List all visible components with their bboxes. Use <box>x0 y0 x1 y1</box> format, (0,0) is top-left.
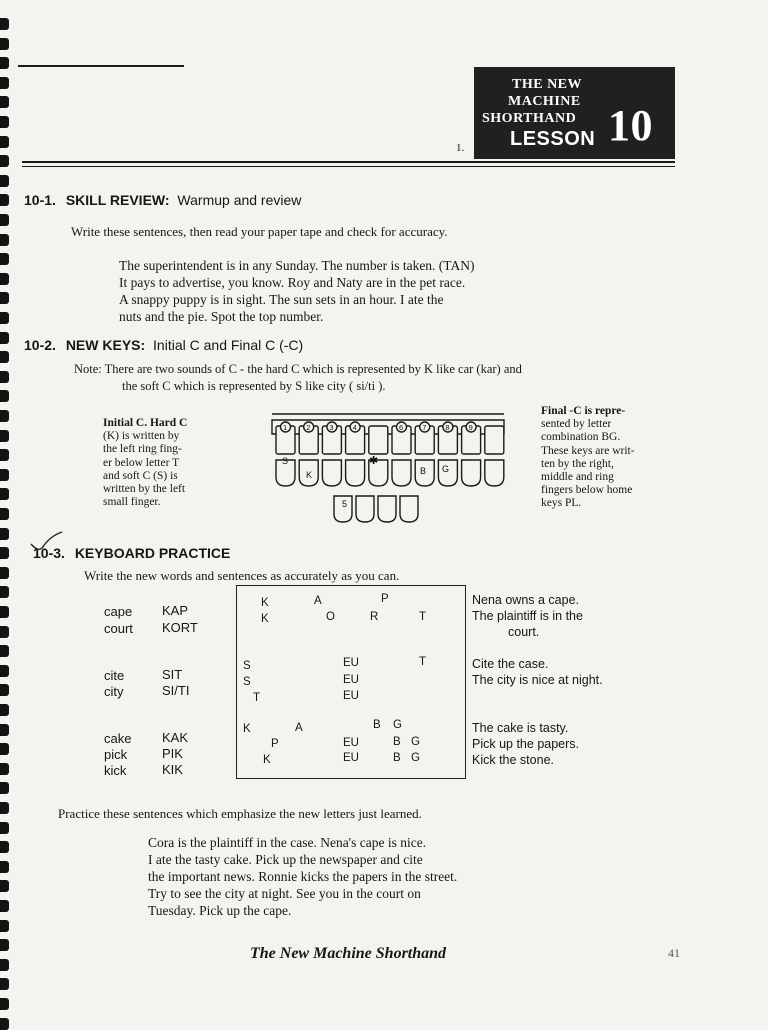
section-10-1-instruction: Write these sentences, then read your paper tape and check for accuracy. <box>71 224 448 239</box>
binding-hole <box>0 410 9 422</box>
grid-cell: A <box>295 722 303 734</box>
binding-hole <box>0 841 9 853</box>
grid-cell: O <box>326 611 335 623</box>
section-number: 10-1. <box>24 192 56 208</box>
section-subtitle: Warmup and review <box>177 192 302 208</box>
practice-line: Tuesday. Pick up the cape. <box>148 903 292 918</box>
header-double-rule-top <box>22 161 675 163</box>
grid-cell: EU <box>343 657 359 669</box>
binding-hole <box>0 38 9 50</box>
grid-cell: R <box>370 611 379 623</box>
description-line: fingers below home <box>541 484 633 497</box>
binding-hole <box>0 665 9 677</box>
grid-cell: G <box>411 752 420 764</box>
binding-hole <box>0 488 9 500</box>
binding-hole <box>0 763 9 775</box>
stenotype-keyboard-diagram <box>268 408 508 530</box>
grid-cell: S <box>243 660 251 672</box>
description-line: (K) is written by <box>103 430 180 443</box>
binding-hole <box>0 684 9 696</box>
binding-hole <box>0 626 9 638</box>
binding-hole <box>0 96 9 108</box>
binding-hole <box>0 861 9 873</box>
stroke-grid <box>236 585 466 779</box>
binding-hole <box>0 430 9 442</box>
lesson-number: 10 <box>608 101 653 150</box>
word-row: court KORT <box>104 620 198 636</box>
binding-hole <box>0 77 9 89</box>
word-row: cite SIT <box>104 667 183 683</box>
description-line: er below letter T <box>103 456 180 469</box>
section-10-3-heading <box>33 545 230 561</box>
binding-hole <box>0 743 9 755</box>
binding-hole <box>0 528 9 540</box>
description-line: Final -C is repre- <box>541 405 626 417</box>
grid-cell: T <box>253 692 261 704</box>
example-line: Pick up the papers. <box>472 737 580 751</box>
binding-hole <box>0 18 9 30</box>
note-line-2: the soft C which is represented by S like city ( si/ti ). <box>122 379 386 393</box>
grid-cell: B <box>393 736 401 748</box>
bottom-row-key <box>485 460 504 486</box>
section-title: NEW KEYS: <box>65 337 146 353</box>
grid-cell: P <box>381 593 389 605</box>
practice-line: Try to see the city at night. See you in the court on <box>148 886 421 901</box>
binding-hole <box>0 606 9 618</box>
lesson-title-block <box>474 67 675 159</box>
grid-cell: EU <box>343 737 359 749</box>
key-label-thumb: 5 <box>342 499 348 509</box>
binding-hole <box>0 920 9 932</box>
binding-hole <box>0 704 9 716</box>
description-line: keys PL. <box>541 497 582 510</box>
grid-cell: G <box>411 736 420 748</box>
practice-sentences <box>148 834 457 919</box>
footer-page-number: 41 <box>668 946 680 960</box>
note-line-1: Note: There are two sounds of C - the hard C which is represented by K like car (kar) and <box>74 362 522 376</box>
binding-hole <box>0 586 9 598</box>
grid-cell: K <box>243 723 251 735</box>
word-row: kick KIK <box>104 762 183 778</box>
example-sentences <box>472 592 603 768</box>
bottom-row-key <box>392 460 411 486</box>
binding-hole <box>0 175 9 187</box>
title-line-4: LESSON <box>510 128 596 150</box>
footer-book-title: The New Machine Shorthand <box>250 945 447 962</box>
binding-hole <box>0 57 9 69</box>
example-line: Kick the stone. <box>472 753 554 767</box>
binding-hole <box>0 390 9 402</box>
description-line: combination BG. <box>541 431 621 444</box>
thumb-key <box>400 496 418 522</box>
binding-hole <box>0 312 9 324</box>
binding-hole <box>0 253 9 265</box>
title-line-2: MACHINE <box>508 94 581 109</box>
grid-cell: K <box>261 613 269 625</box>
page-mark: 1. <box>456 142 465 154</box>
title-line-3: SHORTHAND <box>482 111 577 126</box>
binding-hole <box>0 508 9 520</box>
description-line: sented by letter <box>541 418 612 431</box>
svg-text:✱: ✱ <box>369 455 379 467</box>
binding-hole <box>0 939 9 951</box>
number-key-label: 7 <box>422 423 427 432</box>
grid-cell: S <box>243 676 251 688</box>
binding-hole <box>0 155 9 167</box>
section-number: 10-3. <box>33 545 65 561</box>
binding-hole <box>0 822 9 834</box>
practice-line: I ate the tasty cake. Pick up the newspaper and cite <box>148 852 423 867</box>
section-number: 10-2. <box>24 337 56 353</box>
asterisk-key-mark <box>369 455 378 467</box>
example-line: The city is nice at night. <box>472 673 603 687</box>
grid-cell: B <box>393 752 401 764</box>
section-10-1-sentences <box>119 257 474 325</box>
grid-cell: B <box>373 719 381 731</box>
binding-hole <box>0 292 9 304</box>
binding-hole <box>0 273 9 285</box>
top-short-rule <box>18 65 184 67</box>
binding-hole <box>0 547 9 559</box>
word-row: city SI/TI <box>104 683 190 699</box>
binding-hole <box>0 802 9 814</box>
sentence-line: The superintendent is in any Sunday. The number is taken. (TAN) <box>119 258 475 273</box>
section-title: KEYBOARD PRACTICE <box>74 545 231 561</box>
grid-cell: EU <box>343 674 359 686</box>
example-line: court. <box>508 625 540 639</box>
binding-hole <box>0 998 9 1010</box>
grid-cell: T <box>419 656 427 668</box>
grid-cell: K <box>263 754 271 766</box>
key-label-k: K <box>306 470 313 480</box>
description-line: middle and ring <box>541 471 614 484</box>
example-line: Nena owns a cape. <box>472 593 580 607</box>
thumb-key <box>356 496 374 522</box>
word-row: cape KAP <box>104 603 189 619</box>
binding-hole <box>0 194 9 206</box>
sentence-line: nuts and the pie. Spot the top number. <box>119 309 324 324</box>
top-row-key <box>485 426 504 454</box>
number-key-label: 8 <box>445 423 450 432</box>
description-line: written by the left <box>103 483 186 496</box>
number-key-label: 2 <box>306 423 311 432</box>
binding-hole <box>0 136 9 148</box>
number-key-label: 1 <box>283 423 288 432</box>
description-line: and soft C (S) is <box>103 469 178 482</box>
word-row: pick PIK <box>104 746 183 762</box>
initial-c-description <box>103 417 187 509</box>
grid-cell: G <box>393 719 402 731</box>
example-line: The plaintiff is in the <box>472 609 583 623</box>
binding-hole <box>0 567 9 579</box>
binding-hole <box>0 116 9 128</box>
description-line: the left ring fing- <box>103 443 182 456</box>
section-10-1-heading <box>24 192 301 208</box>
section-10-2-heading <box>24 337 303 353</box>
binding-hole <box>0 449 9 461</box>
sentence-line: A snappy puppy is in sight. The sun sets in an hour. I ate the <box>119 292 444 307</box>
binding-hole <box>0 645 9 657</box>
section-title: SKILL REVIEW: <box>65 192 170 208</box>
binding-hole <box>0 234 9 246</box>
grid-cell: T <box>419 611 427 623</box>
description-line: ten by the right, <box>541 457 614 470</box>
binding-hole <box>0 880 9 892</box>
binding-hole <box>0 371 9 383</box>
spiral-binding <box>0 0 14 1024</box>
key-label-g: G <box>442 464 450 474</box>
example-line: Cite the case. <box>472 657 549 671</box>
thumb-key <box>378 496 396 522</box>
binding-hole <box>0 724 9 736</box>
number-key-label: 6 <box>399 423 404 432</box>
top-row-key <box>369 426 388 454</box>
title-line-1: THE NEW <box>512 77 583 92</box>
description-line: These keys are writ- <box>541 444 635 457</box>
grid-cell: EU <box>343 690 359 702</box>
bottom-row-key <box>322 460 341 486</box>
word-row: cake KAK <box>104 730 189 746</box>
final-c-description <box>541 405 635 511</box>
header-double-rule-bottom <box>22 166 675 167</box>
grid-cell: K <box>261 597 269 609</box>
binding-hole <box>0 469 9 481</box>
number-key-label: 3 <box>329 423 334 432</box>
number-key-label: 9 <box>468 423 473 432</box>
practice-intro: Practice these sentences which emphasize the new letters just learned. <box>58 806 422 821</box>
binding-hole <box>0 900 9 912</box>
key-label-s: S <box>282 456 289 466</box>
number-key-label: 4 <box>352 423 357 432</box>
practice-line: Cora is the plaintiff in the case. Nena's cape is nice. <box>148 835 427 850</box>
binding-hole <box>0 1018 9 1030</box>
grid-cell: EU <box>343 752 359 764</box>
description-line: Initial C. Hard C <box>103 417 188 429</box>
key-label-b: B <box>420 466 427 476</box>
example-line: The cake is tasty. <box>472 721 569 735</box>
grid-cell: A <box>314 595 322 607</box>
binding-hole <box>0 332 9 344</box>
description-line: small finger. <box>103 496 161 509</box>
section-subtitle: Initial C and Final C (-C) <box>153 337 304 353</box>
bottom-row-key <box>346 460 365 486</box>
grid-cell: P <box>271 738 279 750</box>
binding-hole <box>0 214 9 226</box>
binding-hole <box>0 351 9 363</box>
binding-hole <box>0 978 9 990</box>
binding-hole <box>0 959 9 971</box>
bottom-row-key <box>462 460 481 486</box>
practice-line: the important news. Ronnie kicks the papers in the street. <box>148 869 458 884</box>
binding-hole <box>0 782 9 794</box>
sentence-line: It pays to advertise, you know. Roy and Naty are in the pet race. <box>119 275 466 290</box>
section-10-3-instruction: Write the new words and sentences as accurately as you can. <box>84 568 400 583</box>
